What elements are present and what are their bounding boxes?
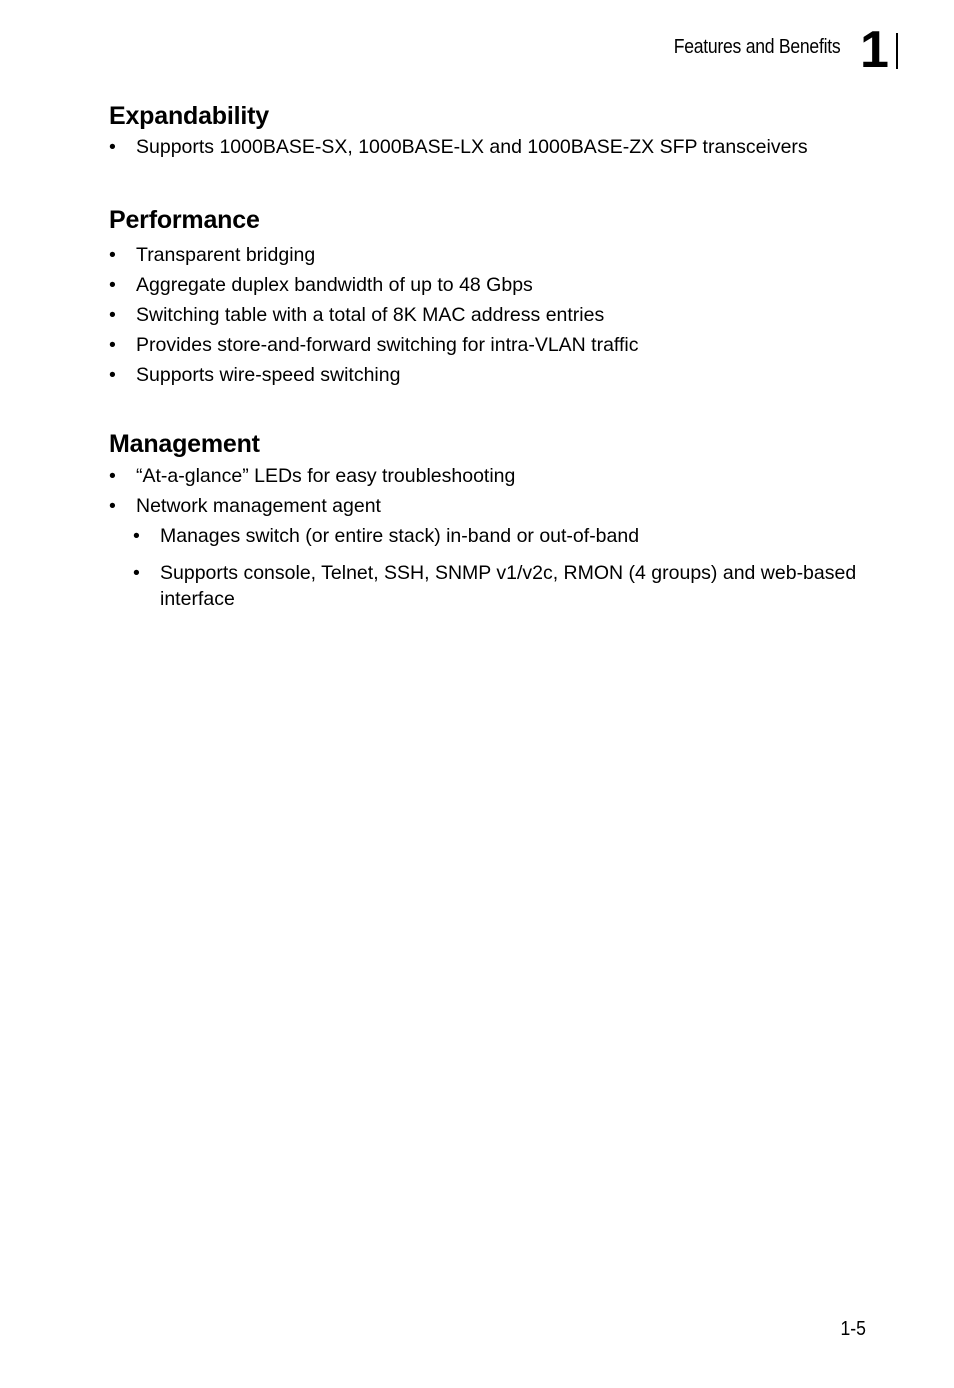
section-heading: Management [109, 430, 260, 458]
sub-list-item: • Supports console, Telnet, SSH, SNMP v1/v2c, RMON (4 groups) and web-based interface [109, 560, 889, 612]
section-performance [109, 204, 889, 388]
bullet-list [109, 463, 889, 519]
sub-list-item: • Manages switch (or entire stack) in-band or out-of-band [109, 523, 889, 549]
bullet-list [109, 242, 889, 388]
list-item: • Network management agent [109, 493, 889, 519]
bullet-list [109, 134, 889, 160]
chapter-number: 1 [860, 21, 889, 79]
list-item: • Supports 1000BASE-SX, 1000BASE-LX and 1000BASE-ZX SFP transceivers [109, 134, 889, 160]
list-item: • Provides store-and-forward switching for intra-VLAN traffic [109, 332, 889, 358]
page-number: 1-5 [840, 1318, 866, 1340]
section-heading: Performance [109, 206, 260, 234]
sub-bullet-list [109, 523, 889, 612]
list-item: • Aggregate duplex bandwidth of up to 48 Gbps [109, 272, 889, 298]
page-content [109, 100, 889, 623]
list-item: • Transparent bridging [109, 242, 889, 268]
list-item: • Switching table with a total of 8K MAC address entries [109, 302, 889, 328]
list-item: • “At-a-glance” LEDs for easy troubleshooting [109, 463, 889, 489]
running-header-title: Features and Benefits [673, 36, 840, 58]
section-heading: Expandability [109, 102, 269, 130]
list-item: • Supports wire-speed switching [109, 362, 889, 388]
section-management [109, 428, 889, 612]
chapter-tab [858, 21, 898, 79]
section-expandability [109, 100, 889, 160]
